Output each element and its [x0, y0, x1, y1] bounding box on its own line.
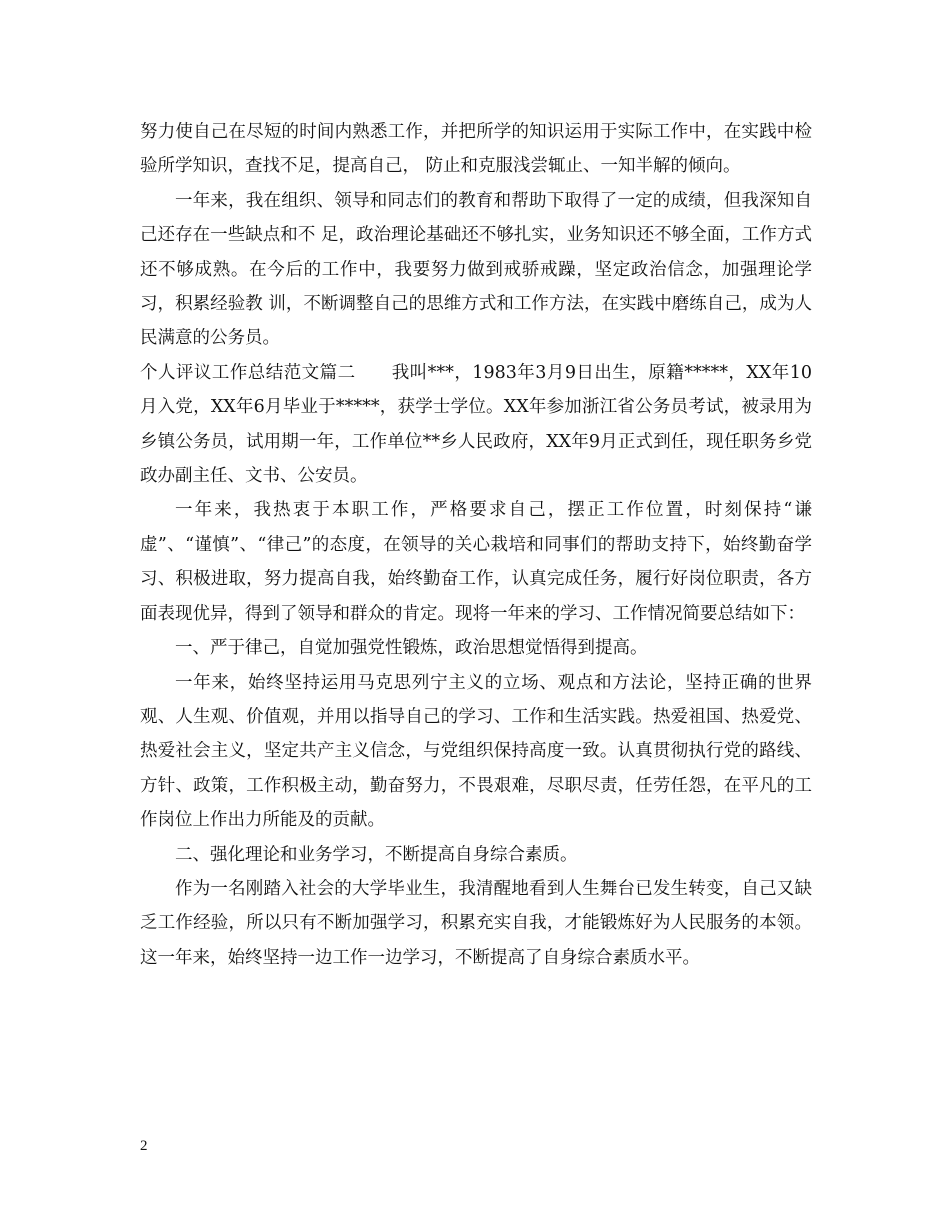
body-text	[140, 115, 812, 975]
paragraph-8: 作为一名刚踏入社会的大学毕业生，我清醒地看到人生舞台已发生转变，自己又缺乏工作经验，所以只有不断加强学习，积累充实自我，才能锻炼好为人民服务的本领。这一年来，始终坚持一边工作一边学习，不断提高了自身综合素质水平。	[140, 878, 812, 968]
paragraph-7-heading-two: 二、强化理论和业务学习，不断提高自身综合素质。	[175, 844, 578, 865]
paragraph-1: 努力使自己在尽短的时间内熟悉工作，并把所学的知识运用于实际工作中，在实践中检验所学知识，查找不足，提高自己， 防止和克服浅尝辄止、一知半解的倾向。	[140, 122, 812, 177]
paragraph-4: 一年来，我热衷于本职工作，严格要求自己，摆正工作位置，时刻保持“谦虚”、“谨慎”、“律己”的态度，在领导的关心栽培和同事们的帮助支持下，始终勤奋学习、积极进取，努力提高自我，始终勤奋工作，认真完成任务，履行好岗位职责，各方面表现优异，得到了领导和群众的肯定。现将一年来的学习、工作情况简要总结如下：	[140, 500, 812, 624]
paragraph-2: 一年来，我在组织、领导和同志们的教育和帮助下取得了一定的成绩，但我深知自己还存在一些缺点和不 足，政治理论基础还不够扎实，业务知识还不够全面，工作方式还不够成熟。在今后的工作中，我要努力做到戒骄戒躁，坚定政治信念，加强理论学习，积累经验教 训，不断调整自己的思维方式和工作方法，在实践中磨练自己，成为人民满意的公务员。	[140, 190, 812, 349]
paragraph-5-heading-one: 一、严于律己，自觉加强党性锻炼，政治思想觉悟得到提高。	[175, 638, 648, 659]
paragraph-6: 一年来，始终坚持运用马克思列宁主义的立场、观点和方法论，坚持正确的世界观、人生观、价值观，并用以指导自己的学习、工作和生活实践。热爱祖国、热爱党、热爱社会主义，坚定共产主义信念，与党组织保持高度一致。认真贯彻执行党的路线、方针、政策，工作积极主动，勤奋努力，不畏艰难，尽职尽责，任劳任怨，在平凡的工作岗位上作出力所能及的贡献。	[140, 672, 812, 831]
page-number: 2	[140, 1138, 148, 1154]
paragraph-3-section-heading: 个人评议工作总结范文篇二 我叫***，1983年3月9日出生，原籍*****，XX年10月入党，XX年6月毕业于*****，获学士学位。XX年参加浙江省公务员考试，被录用为乡镇公务员，试用期一年，工作单位**乡人民政府，XX年9月正式到任，现任职务乡党政办副主任、文书、公安员。	[140, 362, 812, 487]
